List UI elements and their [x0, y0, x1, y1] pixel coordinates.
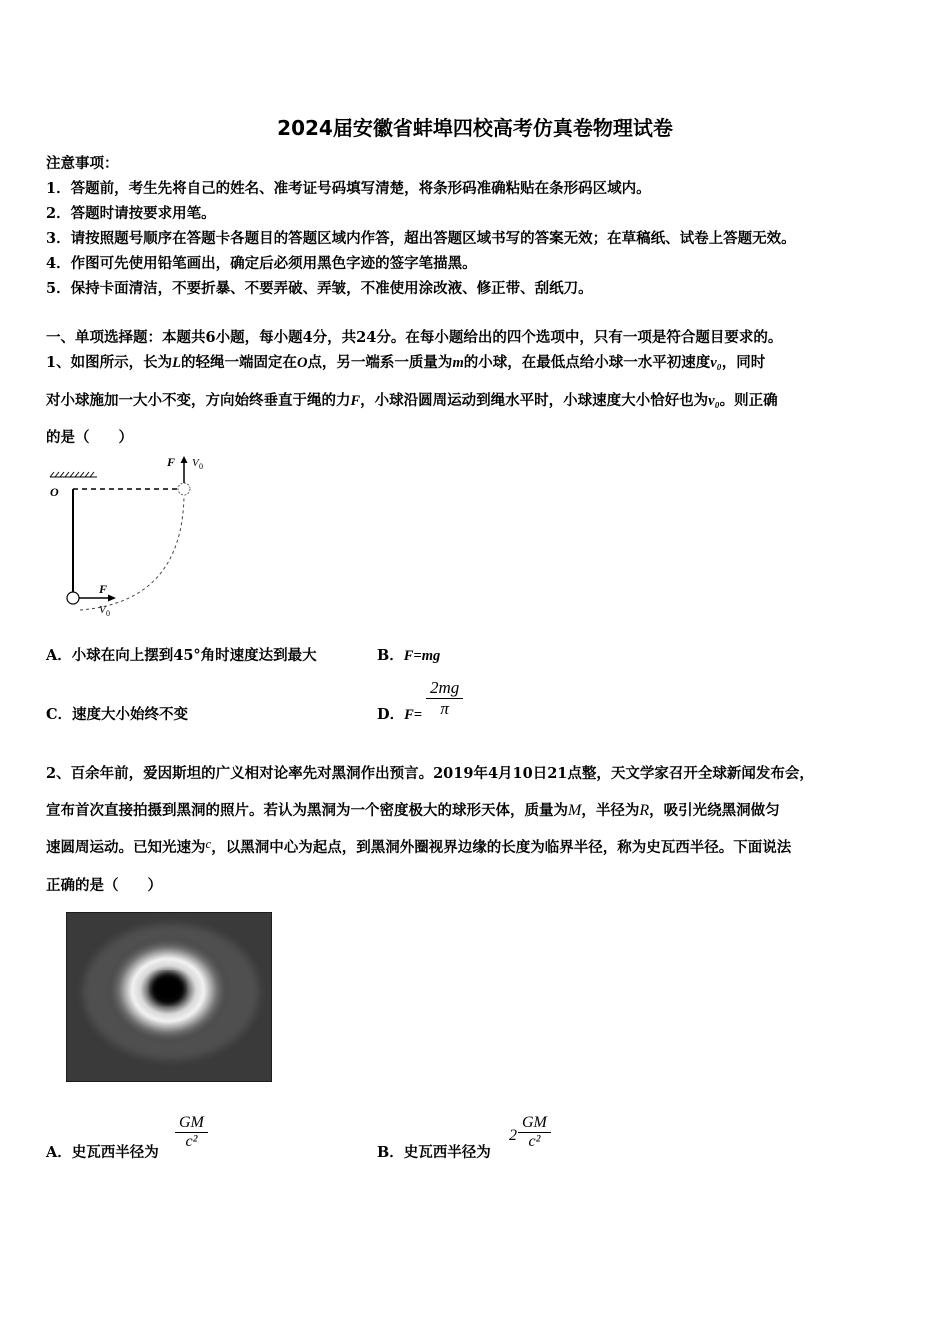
q1-text: 1、如图所示，长为 [46, 354, 173, 371]
fraction-denominator: π [440, 699, 449, 718]
option-formula: F= [404, 707, 423, 723]
var-O: O [296, 355, 308, 371]
q2-option-b: B．史瓦西半径为 [377, 1144, 491, 1161]
notice-item: 4．作图可先使用铅笔画出，确定后必须用黑色字迹的签字笔描黑。 [46, 255, 477, 272]
q1-text: 的轻绳一端固定在 [180, 354, 297, 371]
var-M: M [568, 802, 582, 819]
q1-text: 的小球，在最低点给小球一水平初速度 [463, 354, 711, 371]
q1-line-2 [46, 389, 778, 410]
q1-text: ，同时 [721, 354, 766, 371]
option-formula: F=mg [403, 648, 441, 664]
q2-text: ，以黑洞中心为起点，到黑洞外圈视界边缘的长度为临界半径，称为史瓦西半径。下面说法 [211, 839, 792, 856]
arrowhead-top [181, 456, 188, 463]
option-label: D． [377, 706, 405, 723]
var-c: c [205, 836, 212, 851]
arc-path [80, 496, 184, 610]
fraction-2mg-over-pi [426, 678, 463, 719]
pendulum-figure [42, 452, 222, 622]
coefficient-2: 2 [509, 1127, 517, 1144]
q1-text: 。则正确 [719, 392, 778, 409]
label-V0-top-sub: 0 [199, 462, 203, 471]
fraction-denominator: c² [528, 1133, 541, 1150]
page-title: 2024届安徽省蚌埠四校高考仿真卷物理试卷 [277, 116, 673, 140]
q2-text: ，吸引光绕黑洞做匀 [649, 802, 780, 819]
var-F: F [350, 393, 361, 409]
arrowhead-bottom [108, 595, 116, 602]
black-hole-image [66, 912, 272, 1082]
label-V0-bottom-sub: 0 [106, 609, 110, 618]
ball-bottom [67, 592, 79, 604]
q1-option-d [377, 703, 422, 724]
q2-option-a: A．史瓦西半径为 [46, 1144, 159, 1161]
q2-line-3 [46, 836, 791, 857]
label-V0-bottom: V [99, 604, 106, 616]
var-R: R [639, 802, 650, 819]
fraction-numerator: GM [175, 1114, 208, 1133]
fraction-2gm-over-c2 [518, 1114, 551, 1151]
option-label: B． [377, 647, 404, 664]
notice-item: 1．答题前，考生先将自己的姓名、准考证号码填写清楚，将条形码准确粘贴在条形码区域内。 [46, 180, 651, 197]
notice-item: 2．答题时请按要求用笔。 [46, 205, 216, 222]
fraction-numerator: 2mg [426, 678, 463, 699]
section-heading: 一、单项选择题：本题共6小题，每小题4分，共24分。在每小题给出的四个选项中，只有一项是符合题目要求的。 [46, 329, 783, 346]
label-O: O [50, 485, 59, 499]
notice-item: 3．请按照题号顺序在答题卡各题目的答题区域内作答，超出答题区域书写的答案无效；在草稿纸、试卷上答题无效。 [46, 230, 796, 247]
ball-top [178, 483, 190, 495]
q2-line-1: 2、百余年前，爱因斯坦的广义相对论率先对黑洞作出预言。2019年4月10日21点整，天文学家召开全球新闻发布会， [46, 765, 814, 782]
var-v0: v₀ [708, 393, 720, 409]
notice-heading: 注意事项： [46, 155, 119, 172]
label-F-top: F [167, 455, 176, 469]
ceiling-hatch [50, 472, 97, 477]
label-F-bottom: F [99, 582, 108, 596]
q2-text: 速圆周运动。已知光速为 [46, 839, 206, 856]
var-L: L [172, 355, 181, 371]
label-V0-top: V [192, 457, 199, 469]
q1-option-c: C．速度大小始终不变 [46, 706, 189, 723]
q2-line-4: 正确的是（ ） [46, 877, 162, 894]
q1-line-1 [46, 351, 765, 372]
q1-option-a: A．小球在向上摆到45°角时速度达到最大 [46, 647, 317, 664]
q2-text: ，半径为 [581, 802, 640, 819]
q2-line-2 [46, 799, 780, 820]
q1-option-b [377, 644, 440, 665]
var-v0: v₀ [710, 355, 722, 371]
q1-text: 对小球施加一大小不变，方向始终垂直于绳的力 [46, 392, 351, 409]
fraction-denominator: c² [185, 1133, 198, 1150]
var-m: m [452, 355, 464, 371]
q2-text: 宣布首次直接拍摄到黑洞的照片。若认为黑洞为一个密度极大的球形天体，质量为 [46, 802, 568, 819]
q1-text: ，小球沿圆周运动到绳水平时，小球速度大小恰好也为 [360, 392, 709, 409]
notice-item: 5．保持卡面清洁，不要折暴、不要弄破、弄皱，不准使用涂改液、修正带、刮纸刀。 [46, 280, 593, 297]
fraction-gm-over-c2 [175, 1114, 208, 1151]
q1-line-3: 的是（ ） [46, 429, 133, 446]
fraction-numerator: GM [518, 1114, 551, 1133]
q1-text: 点，另一端系一质量为 [307, 354, 453, 371]
